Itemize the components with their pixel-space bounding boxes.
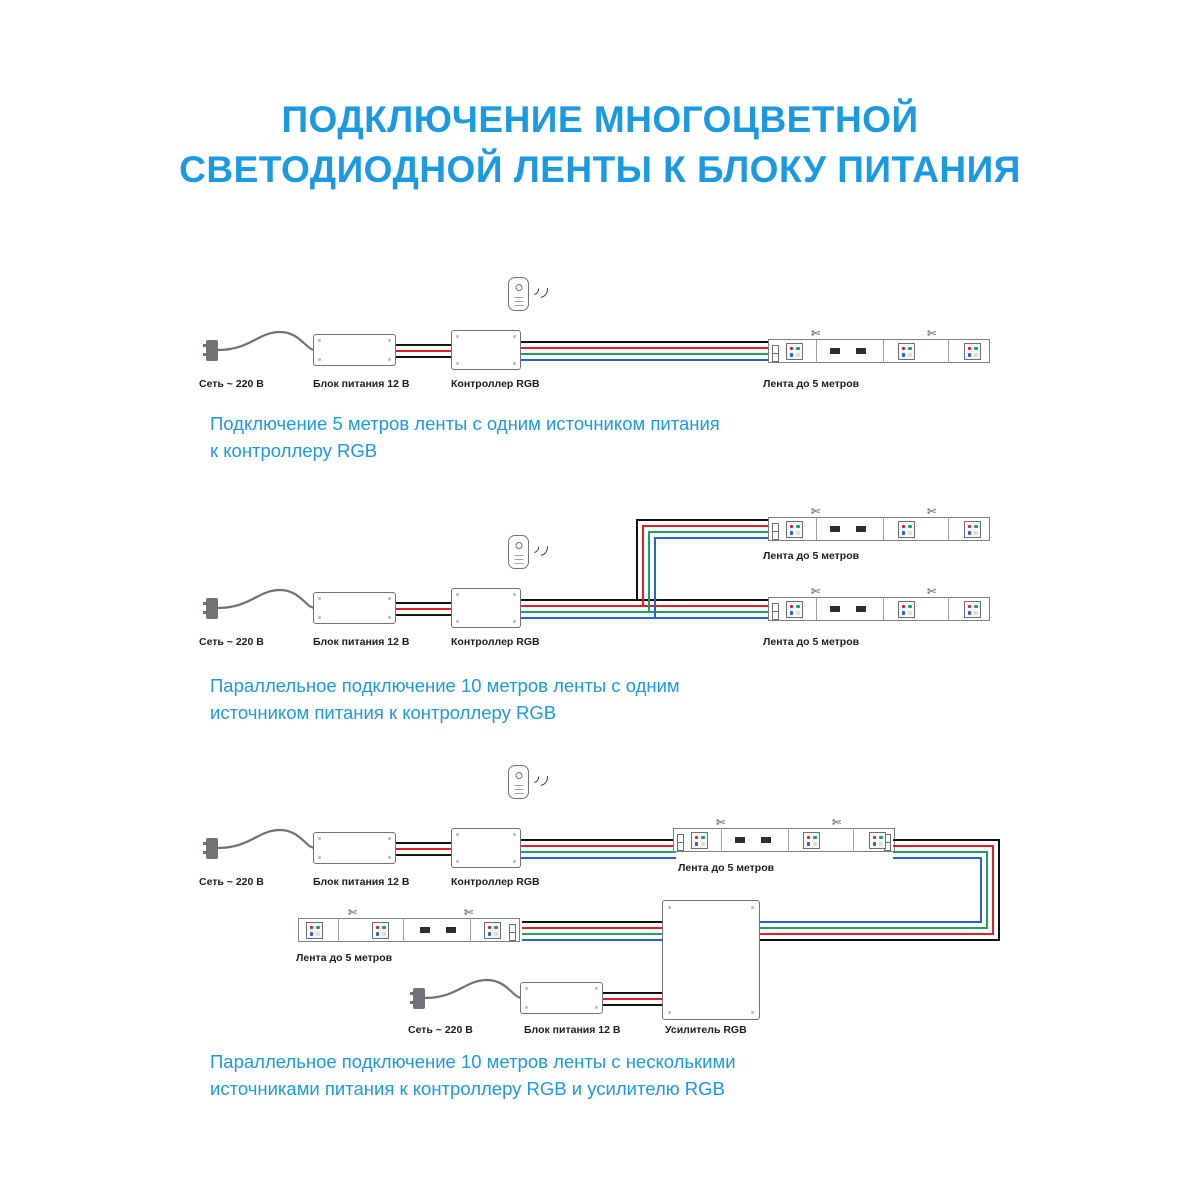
controller-box-3 — [451, 828, 521, 868]
scheme-1-caption-line-1: Подключение 5 метров ленты с одним источником питания — [210, 413, 720, 434]
scheme-3-caption-line-2: источниками питания к контроллеру RGB и усилителю RGB — [210, 1077, 725, 1099]
wire-psu2-amp-black-1 — [603, 992, 662, 994]
label-psu-4: Блок питания 12 В — [524, 1024, 621, 1036]
label-strip-5: Лента до 5 метров — [296, 952, 393, 964]
scheme-3-caption — [210, 1049, 1090, 1103]
wire-loop-green-2 — [986, 851, 988, 928]
wire-loop-blue-3 — [760, 921, 982, 923]
wire-amp-strip-black-1 — [522, 921, 662, 923]
scissors-icon-9: ✄ — [348, 907, 358, 919]
scissors-icon-8: ✄ — [832, 817, 842, 829]
wire-loop-black-1 — [893, 839, 1000, 841]
wire-loop-red-1 — [893, 845, 994, 847]
page-title-line-1: ПОДКЛЮЧЕНИЕ МНОГОЦВЕТНОЙ — [281, 99, 919, 140]
scheme-1-caption-line-2: к контроллеру RGB — [210, 439, 378, 461]
label-strip-4: Лента до 5 метров — [678, 862, 775, 874]
wire-amp-strip-green-1 — [522, 933, 662, 935]
wire-psu2-amp-black-2 — [603, 1004, 662, 1006]
label-strip-2: Лента до 5 метров — [763, 550, 860, 562]
label-strip-3: Лента до 5 метров — [763, 636, 860, 648]
psu-box-4 — [520, 982, 603, 1014]
wire-ctrl-strip-blue-3 — [521, 857, 676, 859]
label-controller-3: Контроллер RGB — [451, 876, 540, 888]
wire-ctrl-strip-green-3 — [521, 851, 676, 853]
wire-loop-green-3 — [760, 927, 988, 929]
wire-loop-red-2 — [992, 845, 994, 934]
wire-amp-strip-red-1 — [522, 927, 662, 929]
label-strip-1: Лента до 5 метров — [763, 378, 860, 390]
scissors-icon-5: ✄ — [811, 586, 821, 598]
label-amplifier: Усилитель RGB — [665, 1024, 747, 1036]
scissors-icon-2: ✄ — [927, 328, 937, 340]
wire-loop-black-3 — [760, 939, 1000, 941]
wire-ctrl-strip-red-3 — [521, 845, 676, 847]
label-mains-3: Сеть ~ 220 В — [199, 876, 264, 888]
scissors-icon-1: ✄ — [811, 328, 821, 340]
wire-loop-green-1 — [893, 851, 988, 853]
psu-box-3 — [313, 832, 396, 864]
remote-signal-icon-6 — [528, 766, 552, 790]
wire-psu-ctrl-black-6 — [396, 854, 451, 856]
label-controller-2: Контроллер RGB — [451, 636, 540, 648]
label-mains-2: Сеть ~ 220 В — [199, 636, 264, 648]
page-title-line-2: СВЕТОДИОДНОЙ ЛЕНТЫ К БЛОКУ ПИТАНИЯ — [179, 148, 1021, 190]
scissors-icon-6: ✄ — [927, 586, 937, 598]
label-controller-1: Контроллер RGB — [451, 378, 540, 390]
rgb-remote-3 — [508, 765, 529, 799]
wire-ctrl-strip-black-3 — [521, 839, 676, 841]
scheme-2-caption-line-1: Параллельное подключение 10 метров ленты с одним — [210, 675, 680, 696]
scissors-icon-4: ✄ — [927, 506, 937, 518]
label-psu-3: Блок питания 12 В — [313, 876, 410, 888]
led-strip-4 — [673, 817, 895, 858]
scheme-3-caption-line-1: Параллельное подключение 10 метров ленты с несколькими — [210, 1051, 736, 1072]
wire-loop-blue-1 — [893, 857, 982, 859]
remote-power-button-3 — [515, 772, 522, 779]
label-mains-1: Сеть ~ 220 В — [199, 378, 264, 390]
scissors-icon-10: ✄ — [464, 907, 474, 919]
wire-loop-black-2 — [998, 839, 1000, 940]
wire-loop-blue-2 — [980, 857, 982, 922]
wire-amp-strip-blue-1 — [522, 939, 662, 941]
wire-loop-red-3 — [760, 933, 994, 935]
led-strip-5 — [298, 907, 520, 948]
scissors-icon-7: ✄ — [716, 817, 726, 829]
label-mains-4: Сеть ~ 220 В — [408, 1024, 473, 1036]
wire-psu2-amp-red-1 — [603, 998, 662, 1000]
wire-psu-ctrl-red-3 — [396, 848, 451, 850]
scheme-2-caption-line-2: источником питания к контроллеру RGB — [210, 701, 557, 723]
label-psu-1: Блок питания 12 В — [313, 378, 410, 390]
scissors-icon-3: ✄ — [811, 506, 821, 518]
label-psu-2: Блок питания 12 В — [313, 636, 410, 648]
wire-psu-ctrl-black-5 — [396, 842, 451, 844]
